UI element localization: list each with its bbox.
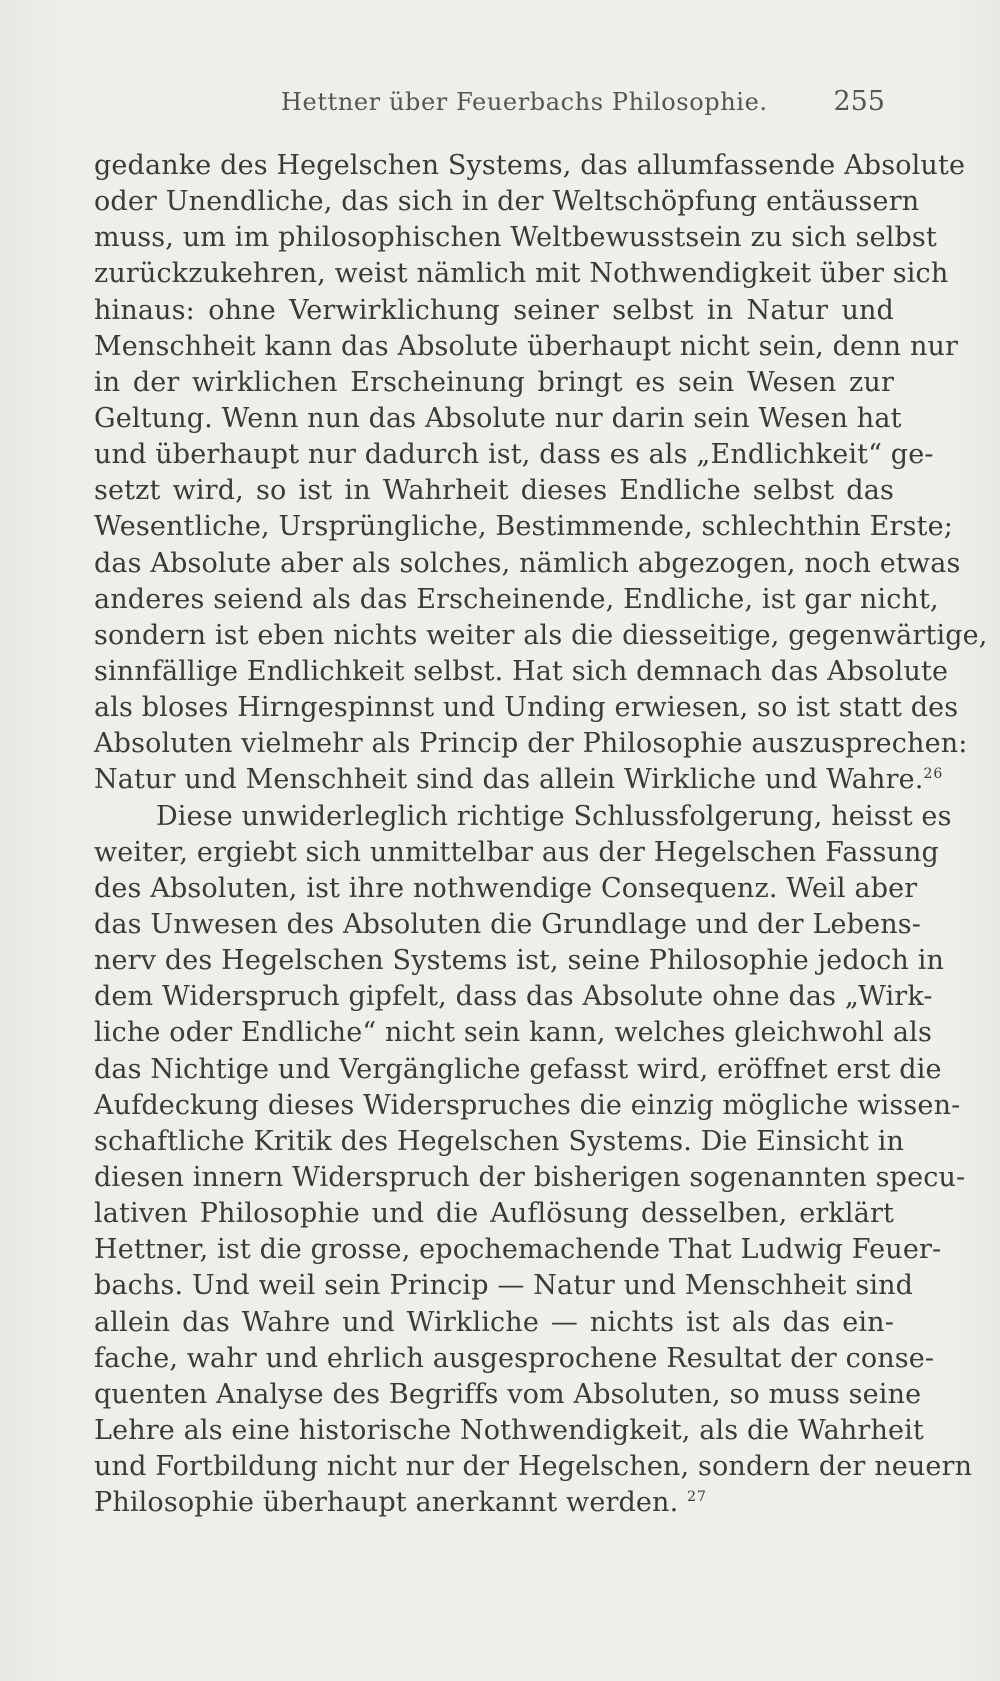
- text-line: oder Unendliche, das sich in der Weltschöpfung entäussern: [94, 186, 920, 218]
- text-line: das Unwesen des Absoluten die Grundlage und der Lebens-: [94, 908, 922, 940]
- text-line: und überhaupt nur dadurch ist, dass es als „Endlichkeit“ ge-: [94, 439, 934, 471]
- text-line: dem Widerspruch gipfelt, dass das Absolute ohne das „Wirk-: [94, 981, 933, 1013]
- text-line: nerv des Hegelschen Systems ist, seine Philosophie jedoch in: [94, 945, 945, 977]
- running-title: Hettner über Feuerbachs Philosophie.: [281, 88, 768, 116]
- text-line: muss, um im philosophischen Weltbewusstsein zu sich selbst: [94, 222, 937, 254]
- running-head: [95, 88, 895, 124]
- text-line: des Absoluten, ist ihre nothwendige Consequenz. Weil aber: [94, 872, 918, 904]
- footnote-marker: 26: [923, 766, 944, 783]
- text-line-with-note: [94, 1485, 894, 1521]
- text-line: hinaus: ohne Verwirklichung seiner selbst in Natur und: [94, 294, 894, 326]
- text-line-content: Natur und Menschheit sind das allein Wirkliche und Wahre.: [94, 764, 924, 796]
- text-line: Geltung. Wenn nun das Absolute nur darin sein Wesen hat: [94, 402, 902, 434]
- text-line: Lehre als eine historische Nothwendigkeit, als die Wahrheit: [94, 1414, 924, 1446]
- body-text: [94, 148, 988, 1521]
- text-line: diesen innern Widerspruch der bisherigen sogenannten specu-: [94, 1161, 966, 1193]
- text-line: bachs. Und weil sein Princip — Natur und Menschheit sind: [94, 1270, 914, 1302]
- text-line: Absoluten vielmehr als Princip der Philosophie auszusprechen:: [94, 728, 968, 760]
- text-line: Wesentliche, Ursprüngliche, Bestimmende, schlechthin Erste;: [94, 511, 953, 543]
- text-line: liche oder Endliche“ nicht sein kann, welches gleichwohl als: [94, 1017, 932, 1049]
- text-line: Aufdeckung dieses Widerspruches die einzig mögliche wissen-: [94, 1089, 961, 1121]
- text-line: als bloses Hirngespinnst und Unding erwiesen, so ist statt des: [94, 692, 959, 724]
- text-line: in der wirklichen Erscheinung bringt es sein Wesen zur: [94, 366, 894, 398]
- text-line: das Absolute aber als solches, nämlich abgezogen, noch etwas: [94, 547, 961, 579]
- text-line: zurückzukehren, weist nämlich mit Nothwendigkeit über sich: [94, 258, 949, 290]
- footnote-marker: 27: [687, 1489, 707, 1506]
- text-line: Hettner, ist die grosse, epochemachende That Ludwig Feuer-: [94, 1234, 942, 1266]
- text-line: gedanke des Hegelschen Systems, das allumfassende Absolute: [94, 150, 966, 181]
- text-line: quenten Analyse des Begriffs vom Absoluten, so muss seine: [94, 1378, 922, 1410]
- text-line: und Fortbildung nicht nur der Hegelschen, sondern der neuern: [94, 1451, 973, 1483]
- text-line: setzt wird, so ist in Wahrheit dieses Endliche selbst das: [94, 475, 894, 507]
- text-line: schaftliche Kritik des Hegelschen Systems. Die Einsicht in: [94, 1125, 905, 1157]
- text-line: sondern ist eben nichts weiter als die diesseitige, gegenwärtige,: [94, 619, 988, 651]
- text-line-with-note: [94, 762, 944, 798]
- text-line: fache, wahr und ehrlich ausgesprochene Resultat der conse-: [94, 1342, 935, 1374]
- text-line-content: Philosophie überhaupt anerkannt werden.: [94, 1487, 679, 1519]
- text-line: weiter, ergiebt sich unmittelbar aus der Hegelschen Fassung: [94, 836, 939, 868]
- text-line: Menschheit kann das Absolute überhaupt nicht sein, denn nur: [94, 330, 959, 362]
- text-line: sinnfällige Endlichkeit selbst. Hat sich demnach das Absolute: [94, 655, 949, 687]
- text-line: das Nichtige und Vergängliche gefasst wird, eröffnet erst die: [94, 1053, 942, 1085]
- text-line: allein das Wahre und Wirkliche — nichts ist als das ein-: [94, 1306, 894, 1338]
- page-number: 255: [833, 86, 885, 117]
- text-line: anderes seiend als das Erscheinende, Endliche, ist gar nicht,: [94, 583, 939, 615]
- text-line: Diese unwiderleglich richtige Schlussfolgerung, heisst es: [156, 800, 952, 832]
- text-line: lativen Philosophie und die Auflösung desselben, erklärt: [94, 1198, 894, 1230]
